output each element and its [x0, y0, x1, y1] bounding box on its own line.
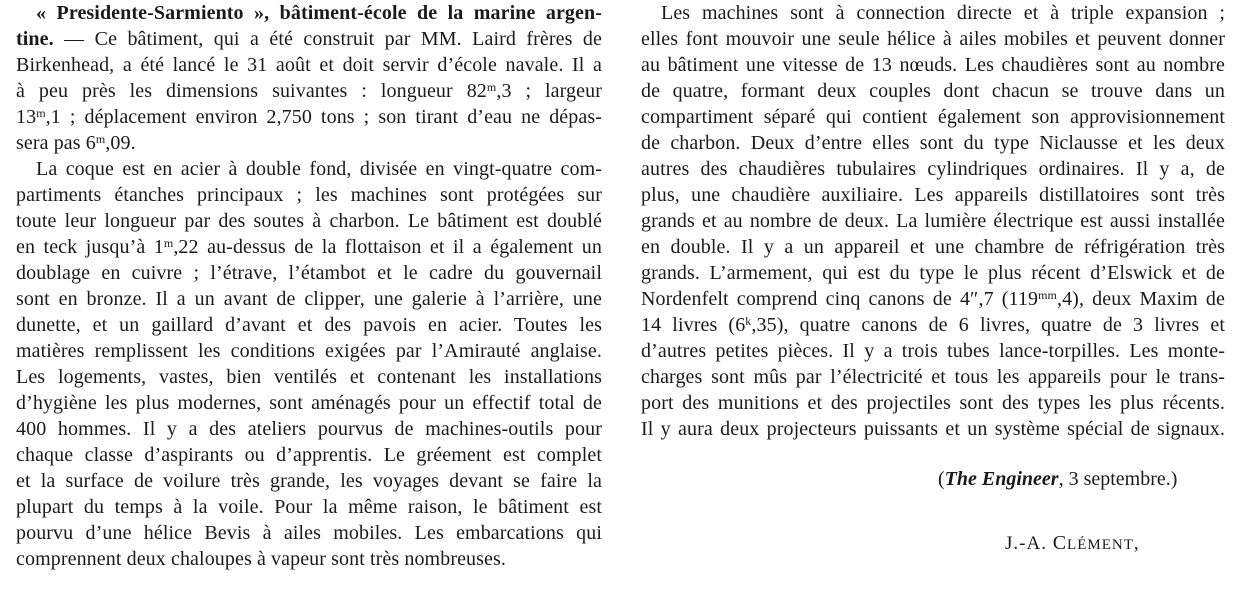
text-line: chaque classe d’aspirants ou d’apprentis. Le gréement est complet [16, 444, 602, 466]
text-line: grands. L’armement, qui est du type le plus récent d’Elswick et de [641, 262, 1225, 284]
article-heading-cont: tine. [16, 28, 54, 50]
text-line: plupart du temps à la voile. Pour la même raison, le bâtiment est [16, 496, 602, 518]
text-line: en double. Il y a un appareil et une chambre de réfrigération très [641, 236, 1225, 258]
article-heading: « Presidente-Sarmiento », bâtiment-école de la marine argen- [36, 2, 602, 24]
article-heading-line [36, 0, 602, 26]
text-line: doublage en cuivre ; l’étrave, l’étambot et le cadre du gouvernail [16, 262, 602, 284]
text-line: 14 livres (6$^k$,35), quatre canons de 6 livres, quatre de 3 livres et [641, 314, 1225, 336]
text-line: comprennent deux chaloupes à vapeur sont très nombreuses. [16, 548, 506, 570]
source-title: The Engineer [944, 468, 1059, 490]
text-line: Les logements, vastes, bien ventilés et contenant les installations [16, 366, 602, 388]
text-line: Birkenhead, a été lancé le 31 août et doit servir d’école navale. Il a [16, 54, 602, 76]
text-line: 400 hommes. Il y a des ateliers pourvus de machines-outils pour [16, 418, 602, 440]
text-line: sont en bronze. Il a un avant de clipper, une galerie à l’arrière, une [16, 288, 602, 310]
text-line: et la surface de voilure très grande, les voyages devant se faire la [16, 470, 602, 492]
text-line: sera pas 6$^m$,09. [16, 132, 136, 154]
text-line: de charbon. Deux d’entre elles sont du type Niclausse et les deux [641, 132, 1225, 154]
text-line: partiments étanches principaux ; les machines sont protégées sur [16, 184, 602, 206]
text-line: dunette, et un gaillard d’avant et des pavois en acier. Toutes les [16, 314, 602, 336]
author-signature: J.-A. CLÉMENT, [1005, 532, 1140, 554]
text-line: pourvu d’une hélice Bevis à ailes mobiles. Les embarcations qui [16, 522, 602, 544]
text-line: toute leur longueur par des soutes à charbon. Le bâtiment est doublé [16, 210, 602, 232]
text-line: Les machines sont à connection directe et à triple expansion ; [661, 2, 1225, 24]
text-line: de quatre, formant deux couples dont chacun se trouve dans un [641, 80, 1225, 102]
text-line: autres des chaudières tubulaires cylindriques ordinaires. Il y a, de [641, 158, 1225, 180]
text-line: matières remplissent les conditions exigées par l’Amirauté anglaise. [16, 340, 602, 362]
text-line: Nordenfelt comprend cinq canons de 4″,7 $(119^{mm},4)$, deux Maxim de [641, 288, 1225, 310]
text-line: 13$^m$,1 ; déplacement environ 2,750 tons ; son tirant d’eau ne dépas- [16, 106, 602, 128]
text-line: d’autres petites pièces. Il y a trois tubes lance-torpilles. Les monte- [641, 340, 1225, 362]
text-line: en teck jusqu’à 1$^m$,22 au-dessus de la flottaison et il a également un [16, 236, 603, 258]
text-line: elles font mouvoir une seule hélice à ailes mobiles et peuvent donner [641, 28, 1225, 50]
text-line: port des munitions et des projectiles sont des types les plus récents. [641, 392, 1225, 414]
text-line: à peu près les dimensions suivantes : longueur 82$^m$,3 ; largeur [16, 80, 602, 102]
source-citation: (The Engineer, 3 septembre.) [938, 468, 1178, 490]
text-line: d’hygiène les plus modernes, sont aménagés pour un effectif total de [16, 392, 602, 414]
text-line: compartiment séparé qui contient également son approvisionnement [641, 106, 1225, 128]
text-line: plus, une chaudière auxiliaire. Les appareils distillatoires sont très [641, 184, 1225, 206]
text-line: au bâtiment une vitesse de 13 nœuds. Les chaudières sont au nombre [641, 54, 1225, 76]
text-line: charges sont mûs par l’électricité et tous les appareils pour le trans- [641, 366, 1225, 388]
text-line: tine. — Ce bâtiment, qui a été construit par MM. Laird frères de [16, 28, 602, 50]
text-line: Il y aura deux projecteurs puissants et un système spécial de signaux. [641, 418, 1225, 440]
text-line: grands et au nombre de deux. La lumière électrique est aussi installée [641, 210, 1225, 232]
text-line: La coque est en acier à double fond, divisée en vingt-quatre com- [36, 158, 602, 180]
